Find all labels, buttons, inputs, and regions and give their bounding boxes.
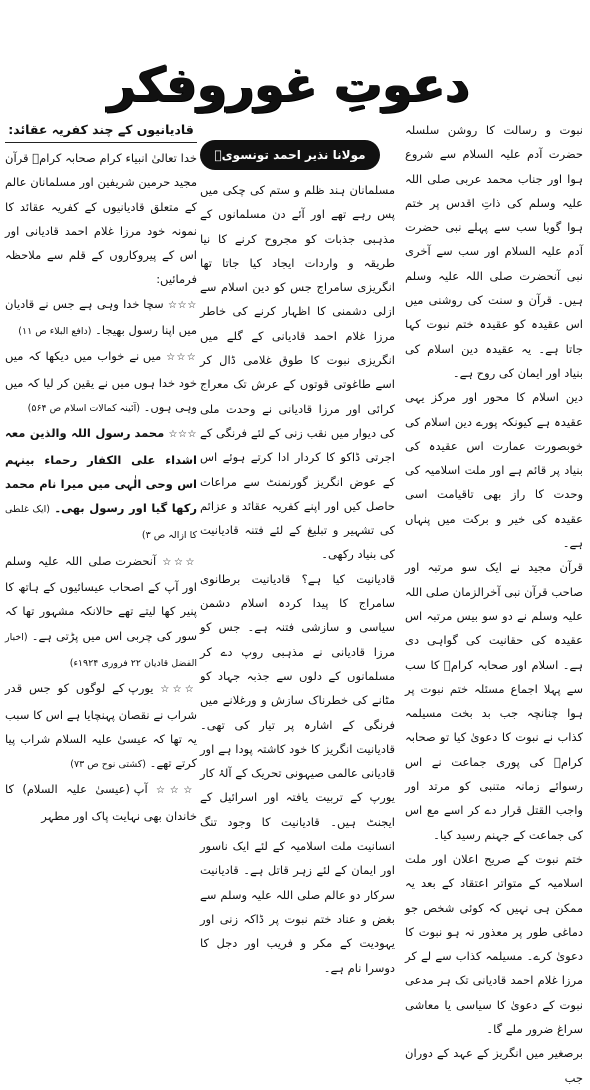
quote-item (5, 676, 197, 777)
right-paragraph: ختم نبوت کے صریح اعلان اور ملت اسلامیہ کے متواتر اعتقاد کے بعد یہ ممکن ہی نہیں کہ کوئی شخص جو دماغی طور پر معذور نہ ہو نبوت کا دعویٰ کرے۔ مسیلمہ کذاب سے لے کر مرزا غلام احمد قادیانی تک ہر مدعی نبوت کے دعویٰ کا سیاسی یا معاشی سراغ ضرور ملے گا۔ (405, 851, 583, 1036)
quote-text: میں نے خواب میں دیکھا کہ میں خود خدا ہوں میں نے یقین کر لیا کہ میں وہی ہوں۔ (5, 349, 197, 414)
star-icons: ☆☆☆ (156, 785, 198, 797)
left-column (5, 118, 197, 828)
quote-item (5, 549, 197, 676)
quote-reference: (اخبار الفضل قادیان ۲۲ فروری ۱۹۲۴ء) (5, 631, 197, 669)
middle-column (200, 178, 395, 980)
section-heading: قادیانیوں کے چند کفریہ عقائد: (5, 118, 197, 143)
star-icons: ☆☆☆ (166, 352, 197, 364)
author-byline (200, 140, 380, 170)
quote-item (5, 777, 197, 828)
quote-reference: (ایک غلطی کا ازالہ ص ۳) (5, 504, 197, 542)
right-paragraph: نبوت و رسالت کا روشن سلسلہ حضرت آدم علیہ السلام سے شروع ہوا اور جناب محمد عربی صلی اللہ علیہ وسلم کی ذاتِ اقدس پر ختم ہوا گویا سب سے پہلے نبی حضرت آدم علیہ السلام اور سب سے آخری نبی آنحضرت صلی اللہ علیہ وسلم ہیں۔ قرآن و سنت کی روشنی میں اس عقیدہ کو عقیدہ ختم نبوت کہا جاتا ہے۔ یہ عقیدہ دین اسلام کی بنیاد اور ایمان کی روح ہے۔ (405, 123, 583, 380)
quote-text: محمد رسول اللہ والذین معہ اشداء علی الکفار رحماء بینہم اس وحی الٰہی میں میرا نام محمد رکھا گیا اور رسول بھی۔ (5, 426, 198, 516)
article-headline: دعوتِ غوروفکر (107, 57, 470, 113)
right-paragraph: برصغیر میں انگریز کے عہد کے دوران جب (405, 1046, 583, 1085)
star-icons: ☆☆☆ (162, 556, 197, 568)
right-paragraph: دین اسلام کا محور اور مرکز یہی عقیدہ ہے کیونکہ پورے دین اسلام کی خوبصورت عمارت اس عقیدہ کی بنیاد پر قائم ہے اور ملت اسلامیہ کی وحدت کا راز بھی تاقیامت اسی عقیدہ کی خیر و برکت میں پنہاں ہے۔ (405, 390, 583, 551)
quote-text: آپ (عیسیٰ علیہ السلام) کا خاندان بھی نہایت پاک اور مطہر (5, 782, 197, 823)
quote-item (5, 421, 197, 548)
star-icons: ☆☆☆ (168, 429, 197, 441)
star-icons: ☆☆☆ (168, 299, 197, 311)
quote-text: سچا خدا وہی ہے جس نے قادیان میں اپنا رسول بھیجا۔ (5, 296, 197, 338)
quote-text: یورپ کے لوگوں کو جس قدر شراب نے نقصان پہنچایا ہے اس کا سبب یہ تھا کہ عیسیٰ علیہ السلام شراب پیا کرتے تھے۔ (5, 681, 197, 771)
quote-item (5, 292, 197, 345)
middle-paragraph: مسلمانان ہند ظلم و ستم کی چکی میں پس رہے تھے اور آئے دن مسلمانوں کے مذہبی جذبات کو مجروح کرنے کا نیا طریقہ و واردات ایجاد کیا جاتا تھا انگریزی سامراج جس کو دین اسلام سے ازلی دشمنی کا اظہار کرنے کی خاطر مرزا غلام احمد قادیانی کے گلے میں انگریزی نبوت کا طوق غلامی ڈال کر اسے طاغوتی قوتوں کے عرش تک معراج کرائی اور مرزا قادیانی نے وحدت ملی کی دیوار میں نقب زنی کے لئے فرنگی کے اجرتی ڈاکو کا کردار ادا کرتے ہوئے اس کے عوض انگریز گورنمنٹ سے مراعات حاصل کیں اور اپنے کفریہ عقائد و عزائم کی تشہیر و تبلیغ کے لئے فتنہ قادیانیت کی بنیاد رکھی۔ (200, 183, 395, 562)
left-intro: خدا تعالیٰ انبیاء کرام صحابہ کرامؓ قرآن مجید حرمین شریفین اور مسلمانان عالم کے متعلق قادیانیوں کے کفریہ عقائد کا نمونہ خود مرزا غلام احمد قادیانی اور اس کے پیروکاروں کے قلم سے ملاحظہ فرمائیں: (5, 151, 197, 287)
star-icons: ☆☆☆ (160, 684, 197, 696)
quote-reference: (دافع البلاء ص ۱۱) (18, 326, 92, 338)
quote-item (5, 344, 197, 421)
right-column (405, 118, 583, 1090)
quote-text: آنحضرت صلی اللہ علیہ وسلم اور آپ کے اصحاب عیسائیوں کے ہاتھ کا پنیر کھا لیتے تھے حالانکہ مشہور تھا کہ سور کی چربی اس میں پڑتی ہے۔ (5, 553, 198, 643)
quote-reference: (کشتی نوح ص ۷۳) (70, 759, 146, 771)
author-name: مولانا نذیر احمد تونسویؒ (214, 148, 366, 162)
middle-paragraph: قادیانیت کیا ہے؟ قادیانیت برطانوی سامراج کا پیدا کردہ اسلام دشمن سیاسی و سازشی فتنہ ہے۔ جس کو مرزا قادیانی نے مذہبی روپ دے کر مسلمانوں کے دلوں سے جذبہ جہاد کو مٹانے کی خطرناک سازش و ورغلانے میں فرنگی کے اشارہ پر تیار کی تھی۔ قادیانیت انگریز کا خود کاشتہ پودا ہے اور قادیانی عالمی صیہونی تحریک کے آلۂ کار یورپ کے تربیت یافتہ اور اسرائیل کے ایجنٹ ہیں۔ قادیانیت کا وجود تنگ انسانیت ملت اسلامیہ کے لئے ایک ناسور اور ایمان کے لئے زہر قاتل ہے۔ قادیانیت سرکار دو عالم صلی اللہ علیہ وسلم سے بغض و عناد ختم نبوت پر ڈاکہ زنی اور یہودیت کے مکر و فریب اور دجل کا دوسرا نام ہے۔ (200, 571, 395, 975)
quote-reference: (آئینہ کمالات اسلام ص ۵۶۴) (27, 402, 140, 414)
right-paragraph: قرآن مجید نے ایک سو مرتبہ اور صاحب قرآن نبی آخرالزمان صلی اللہ علیہ وسلم نے دو سو بیس مرتبہ اس عقیدہ کی حقانیت کی گواہی دی ہے۔ اسلام اور صحابہ کرامؓ کا سب سے پہلا اجماع مسئلہ ختم نبوت پر ہوا چنانچہ جب بد بخت مسیلمہ کذاب نے نبوت کا دعویٰ کیا تو صحابہ کرامؓ کی پوری جماعت نے اس رسوائے زمانہ متنبی کو مرتد اور واجب القتل قرار دے کر اسے مع اس کی جماعت کے جہنم رسید کیا۔ (405, 560, 583, 842)
